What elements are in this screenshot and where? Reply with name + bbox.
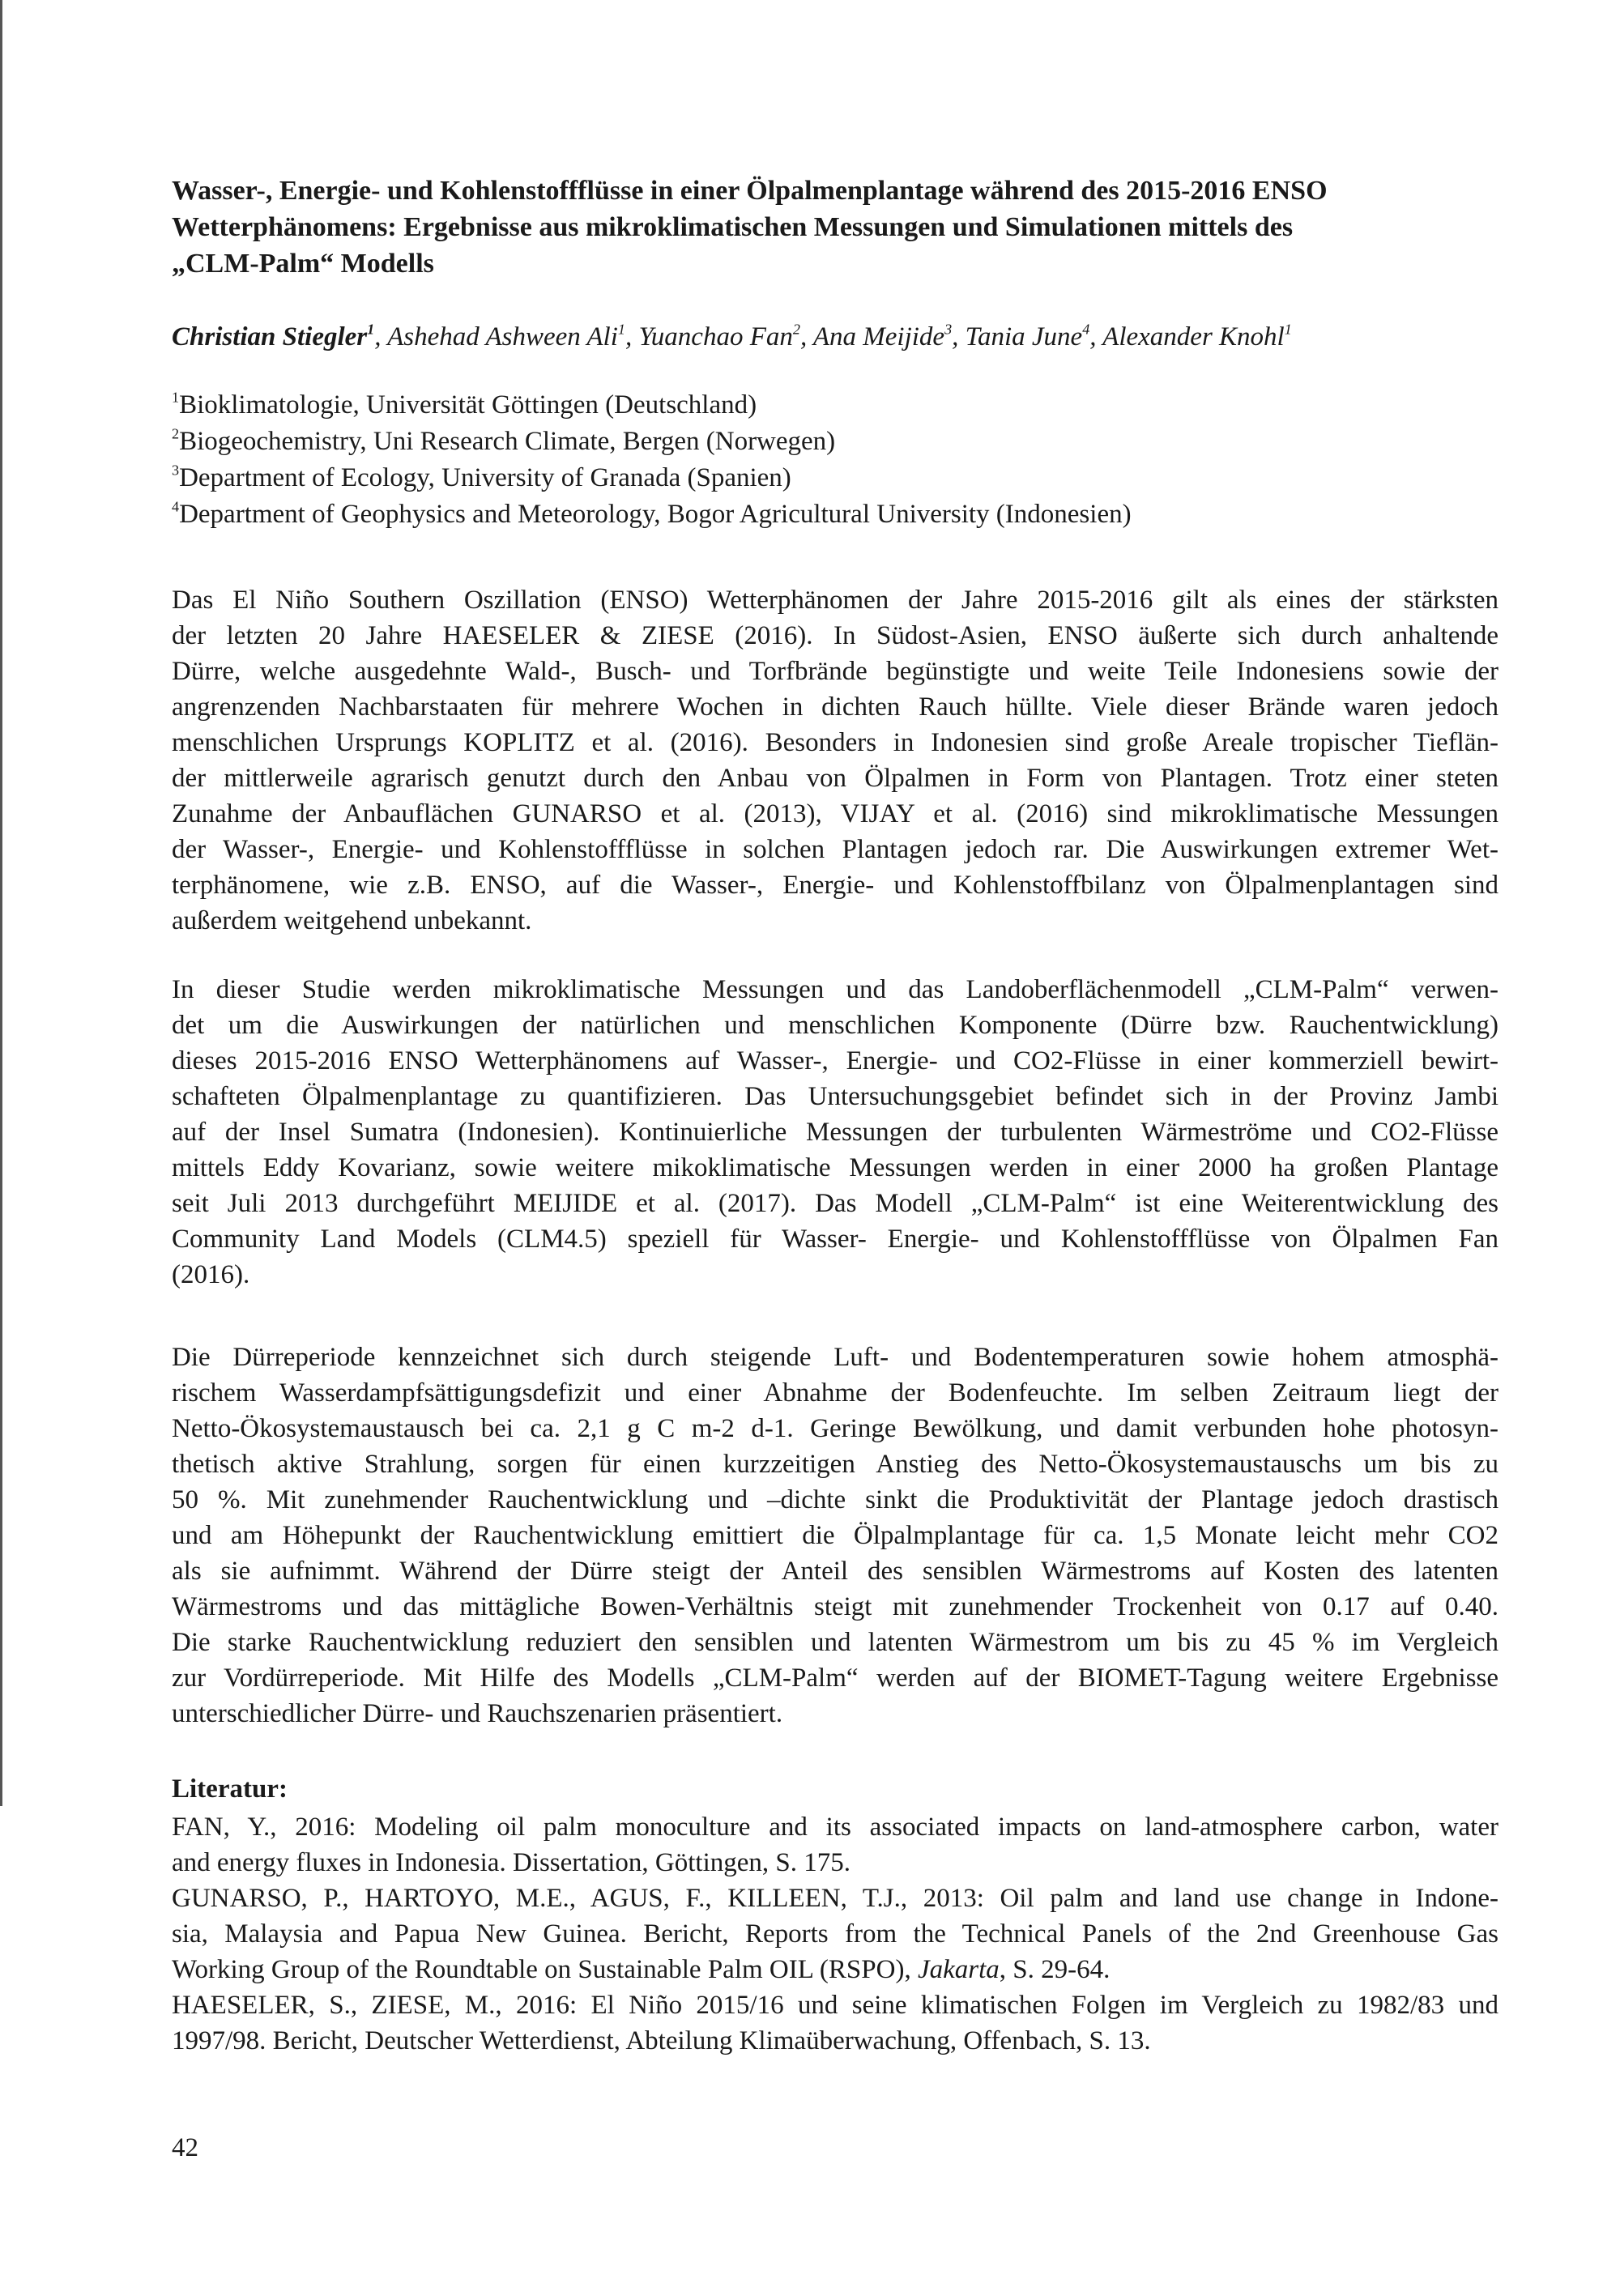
author-name: Ana Meijide (812, 322, 945, 351)
author-affiliation-mark: 2 (792, 321, 800, 338)
paragraph-line: der letzten 20 Jahre HAESELER & ZIESE (2016). In Südost-Asien, ENSO äußerte sich durch anhaltende (172, 621, 1498, 650)
paragraph-line: als sie aufnimmt. Während der Dürre steigt der Anteil des sensiblen Wärmestroms auf Kosten des latenten (172, 1557, 1498, 1586)
paragraph-line: zur Vordürreperiode. Mit Hilfe des Modells „CLM-Palm“ werden auf der BIOMET-Tagung weitere Ergebnisse (172, 1663, 1498, 1693)
reference-line (172, 1881, 1498, 1916)
paragraph-line: Das El Niño Southern Oszillation (ENSO) Wetterphänomen der Jahre 2015-2016 gilt als eines der stärksten (172, 586, 1498, 615)
paragraph-line: det um die Auswirkungen der natürlichen und menschlichen Komponente (Dürre bzw. Rauchentwicklung) (172, 1011, 1498, 1040)
paragraph-line: außerdem weitgehend unbekannt. (172, 906, 532, 935)
author-name: Ashehad Ashween Ali (387, 322, 618, 351)
paragraph-line: Community Land Models (CLM4.5) speziell für Wasser- Energie- und Kohlenstoffflüsse von Ölpalmen Fan (172, 1225, 1498, 1254)
author-affiliation-mark: 4 (1082, 321, 1090, 338)
reference-text: 1997/98. Bericht, Deutscher Wetterdienst, Abteilung Klimaüberwachung, Offenbach, S. 13. (172, 2026, 1151, 2055)
paragraph-line: und am Höhepunkt der Rauchentwicklung emittiert die Ölpalmplantage für ca. 1,5 Monate leicht mehr CO2 (172, 1521, 1498, 1550)
reference-text: HAESELER, S., ZIESE, M., 2016: El Niño 2015/16 und seine klimatischen Folgen im Vergleich zu 1982/83 und (172, 1991, 1498, 2020)
reference-text: and energy fluxes in Indonesia. Dissertation, Göttingen, S. 175. (172, 1848, 851, 1877)
reference-text: Working Group of the Roundtable on Sustainable Palm OIL (RSPO), (172, 1955, 918, 1984)
title-line: Wetterphänomens: Ergebnisse aus mikroklimatischen Messungen und Simulationen mittels des (172, 212, 1294, 242)
affiliation (172, 496, 1498, 533)
affiliation-list (172, 387, 1498, 533)
affiliation-number: 1 (172, 389, 180, 406)
reference-list (172, 1809, 1498, 2059)
author (172, 322, 374, 351)
author (638, 322, 799, 351)
paragraph-line: mittels Eddy Kovarianz, sowie weitere mikoklimatische Messungen werden in einer 2000 ha großen Plantage (172, 1153, 1498, 1182)
reference-entry (172, 1881, 1498, 1987)
paragraph-line: Die starke Rauchentwicklung reduziert den sensiblen und latenten Wärmestrom um bis zu 45 % im Vergleich (172, 1628, 1498, 1657)
reference-line (172, 1952, 1498, 1987)
reference-line (172, 2023, 1498, 2059)
paragraph-1 (172, 582, 1498, 939)
author (387, 322, 625, 351)
affiliation (172, 424, 1498, 460)
paragraph-line: Netto-Ökosystemaustausch bei ca. 2,1 g C m-2 d-1. Geringe Bewölkung, und damit verbunden hohe photosyn- (172, 1414, 1498, 1443)
paragraph-line: angrenzenden Nachbarstaaten für mehrere Wochen in dichten Rauch hüllte. Viele dieser Brände waren jedoch (172, 692, 1498, 722)
author-affiliation-mark: 1 (617, 321, 625, 338)
paragraph-line: terphänomene, wie z.B. ENSO, auf die Wasser-, Energie- und Kohlenstoffbilanz von Ölpalmenplantagen sind (172, 871, 1498, 900)
reference-line (172, 1809, 1498, 1845)
author-name: Christian Stiegler (172, 322, 368, 351)
author (813, 322, 952, 351)
paragraph-line: thetisch aktive Strahlung, sorgen für einen kurzzeitigen Anstieg des Netto-Ökosystemaustauschs um bis zu (172, 1450, 1498, 1479)
affiliation (172, 460, 1498, 496)
paragraph-line: der Wasser-, Energie- und Kohlenstoffflüsse in solchen Plantagen jedoch rar. Die Auswirkungen extremer Wet- (172, 835, 1498, 864)
author-affiliation-mark: 1 (367, 321, 375, 338)
paragraph-2 (172, 972, 1498, 1293)
author-list: Christian Stiegler$^1$, Ashehad Ashween Ali$^1$, Yuanchao Fan$^2$, Ana Meijide$^3$, Tania June$^4$, Alexander Knohl$^1$ (172, 321, 1292, 351)
paragraph-line: menschlichen Ursprungs KOPLITZ et al. (2016). Besonders in Indonesien sind große Areale tropischer Tieflän- (172, 728, 1498, 757)
reference-line (172, 1916, 1498, 1952)
page-number: 42 (172, 2133, 198, 2162)
title-line: Wasser-, Energie- und Kohlenstoffflüsse in einer Ölpalmenplantage während des 2015-2016 ENSO (172, 176, 1328, 206)
reference-entry (172, 1809, 1498, 1881)
affiliation-text: Department of Ecology, University of Granada (Spanien) (179, 463, 791, 492)
reference-text: sia, Malaysia and Papua New Guinea. Bericht, Reports from the Technical Panels of the 2nd Greenhouse Gas (172, 1919, 1498, 1949)
paragraph-line: Dürre, welche ausgedehnte Wald-, Busch- und Torfbrände begünstigte und weite Teile Indonesiens sowie der (172, 657, 1498, 686)
paragraph-line: Wärmestroms und das mittägliche Bowen-Verhältnis steigt mit zunehmender Trockenheit von 0.17 auf 0.40. (172, 1592, 1498, 1621)
article-title (172, 173, 1498, 282)
reference-text: , S. 29-64. (999, 1955, 1111, 1984)
affiliation-text: Bioklimatologie, Universität Göttingen (Deutschland) (179, 390, 757, 420)
author-affiliation-mark: 1 (1284, 321, 1292, 338)
author (966, 322, 1090, 351)
reference-line (172, 1987, 1498, 2023)
paragraph-line: schafteten Ölpalmenplantage zu quantifizieren. Das Untersuchungsgebiet befindet sich in der Provinz Jambi (172, 1082, 1498, 1111)
paragraph-line: seit Juli 2013 durchgeführt MEIJIDE et al. (2017). Das Modell „CLM-Palm“ ist eine Weiterentwicklung des (172, 1189, 1498, 1218)
reference-text: FAN, Y., 2016: Modeling oil palm monoculture and its associated impacts on land-atmosphere carbon, water (172, 1813, 1498, 1842)
affiliation-number: 4 (172, 498, 180, 515)
paragraph-line: auf der Insel Sumatra (Indonesien). Kontinuierliche Messungen der turbulenten Wärmeströme und CO2-Flüsse (172, 1118, 1498, 1147)
reference-entry (172, 1987, 1498, 2059)
literature-heading: Literatur: (172, 1774, 288, 1804)
paragraph-line: (2016). (172, 1260, 250, 1289)
reference-line (172, 1845, 1498, 1881)
author-affiliation-mark: 3 (944, 321, 953, 338)
paragraph-line: dieses 2015-2016 ENSO Wetterphänomens auf Wasser-, Energie- und CO2-Flüsse in einer kommerziell bewirt- (172, 1046, 1498, 1076)
paragraph-line: unterschiedlicher Dürre- und Rauchszenarien präsentiert. (172, 1699, 783, 1728)
paragraph-line: der mittlerweile agrarisch genutzt durch den Anbau von Ölpalmen in Form von Plantagen. Trotz einer steten (172, 764, 1498, 793)
paragraph-line: 50 %. Mit zunehmender Rauchentwicklung und –dichte sinkt die Produktivität der Plantage jedoch drastisch (172, 1485, 1498, 1514)
paragraph-line: Zunahme der Anbauflächen GUNARSO et al. (2013), VIJAY et al. (2016) sind mikroklimatische Messungen (172, 799, 1498, 829)
paragraph-line: In dieser Studie werden mikroklimatische Messungen und das Landoberflächenmodell „CLM-Palm“ verwen- (172, 975, 1498, 1004)
paragraph-3 (172, 1340, 1498, 1732)
author (1102, 322, 1292, 351)
paragraph-line: rischem Wasserdampfsättigungsdefizit und einer Abnahme der Bodenfeuchte. Im selben Zeitraum liegt der (172, 1378, 1498, 1408)
affiliation-number: 3 (172, 462, 180, 479)
affiliation (172, 387, 1498, 424)
reference-text: Jakarta (917, 1955, 1000, 1984)
affiliation-number: 2 (172, 425, 180, 442)
title-line: „CLM-Palm“ Modells (172, 249, 434, 279)
scan-edge-line (0, 0, 2, 1806)
reference-text: GUNARSO, P., HARTOYO, M.E., AGUS, F., KILLEEN, T.J., 2013: Oil palm and land use change in Indone- (172, 1884, 1498, 1913)
paragraph-line: Die Dürreperiode kennzeichnet sich durch steigende Luft- und Bodentemperaturen sowie hohem atmosphä- (172, 1343, 1498, 1372)
author-name: Alexander Knohl (1102, 322, 1285, 351)
affiliation-text: Biogeochemistry, Uni Research Climate, Bergen (Norwegen) (179, 427, 836, 456)
author-name: Yuanchao Fan (638, 322, 793, 351)
author-name: Tania June (965, 322, 1083, 351)
affiliation-text: Department of Geophysics and Meteorology, Bogor Agricultural University (Indonesien) (179, 500, 1132, 529)
